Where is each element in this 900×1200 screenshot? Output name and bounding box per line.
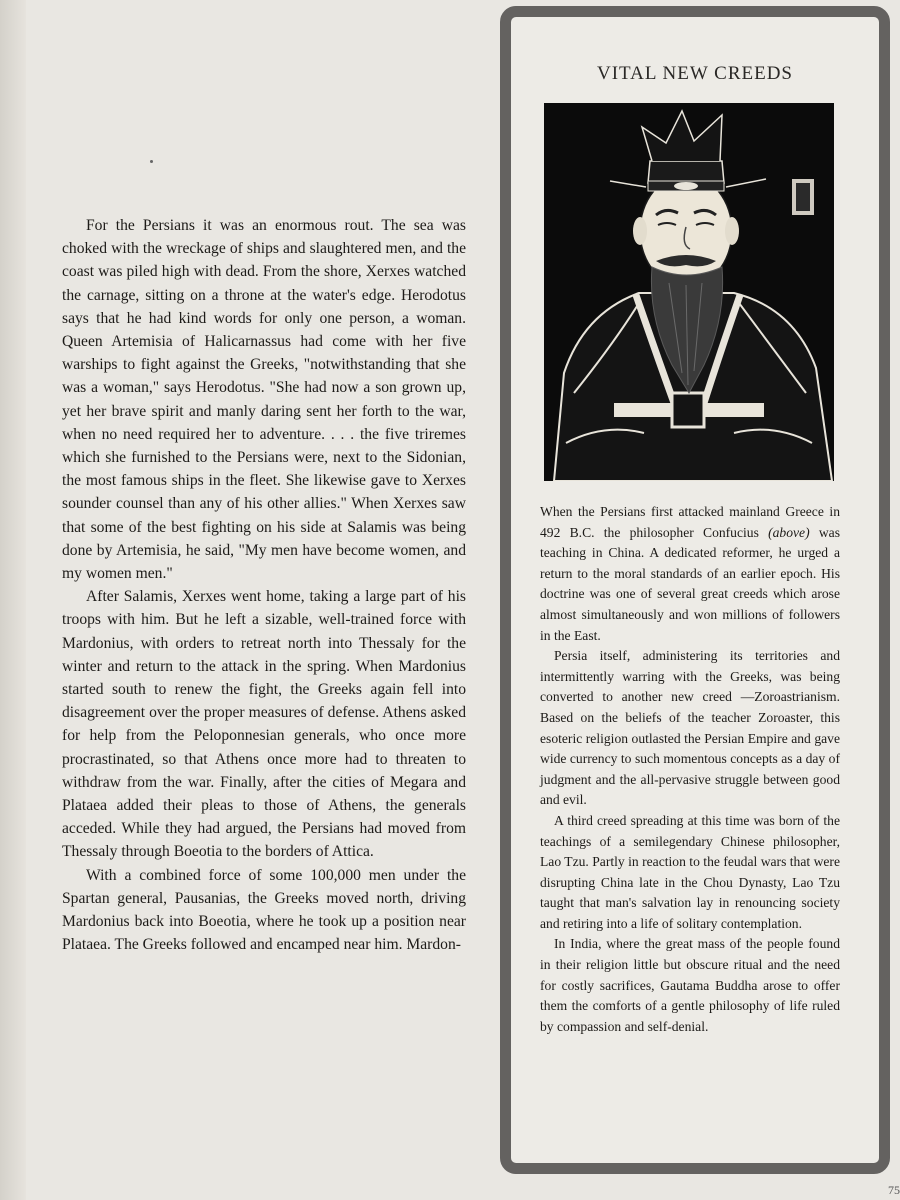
main-paragraph-1: For the Persians it was an enormous rout. The sea was choked with the wreckage of ships and slaughtered men, and the coast was piled high with dead. From the shore, Xerxes watched the carnage, sitting on a throne at the water's edge. Herodotus says that he had kind words for only one person, a woman. Queen Artemisia of Halicarnassus had come with her five warships to fight against the Greeks, "notwithstanding that she was a woman," says Herodotus. "She had now a son grown up, yet her brave spirit and manly daring sent her forth to the war, when no need required her to adventure. . . . the five triremes which she furnished to the Persians were, next to the Sidonian, the most famous ships in the fleet. She likewise gave to Xerxes sounder counsel than any of his other allies." When Xerxes saw that some of the best fighting on his side at Salamis was being done by Artemisia, he said, "My men have become women, and my women men.": [62, 217, 466, 583]
main-paragraph-3: With a combined force of some 100,000 men under the Spartan general, Pausanias, the Greeks moved north, driving Mardonius back into Boeotia, where he took up a position near Plataea. The Greeks followed and encamped near him. Mardon-: [62, 866, 466, 954]
facing-page-edge: [0, 0, 26, 1200]
sidebar-paragraph-1-italic: (above): [768, 524, 810, 540]
margin-mark: [150, 160, 153, 163]
sidebar-paragraph-3: A third creed spreading at this time was born of the teachings of a semilegendary Chinese philosopher, Lao Tzu. Partly in reaction to the feudal wars that were disrupting China late in the Chou Dynasty, Lao Tzu taught that man's salvation lay in renouncing society and retiring into a life of solitary contemplation.: [540, 812, 840, 931]
sidebar-paragraph-1: [540, 502, 840, 646]
sidebar-paragraph-1-end: was teaching in China. A dedicated reformer, he urged a return to the moral standards of an earlier epoch. His doctrine was one of several great creeds which arose almost simultaneously and won millions of followers in the East.: [540, 524, 840, 643]
sidebar-paragraph-4: In India, where the great mass of the people found in their religion little but obscure ritual and the need for costly sacrifices, Gautama Buddha arose to offer them the comforts of a gentle philosophy of life ruled by compassion and self-denial.: [540, 936, 840, 1034]
sidebar-paragraph-2: Persia itself, administering its territories and intermittently warring with the Greeks, was being converted to another new creed —Zoroastrianism. Based on the beliefs of the teacher Zoroaster, this esoteric religion outlasted the Persian Empire and gave wide currency to such momentous concepts as a day of judgment and the all-pervasive struggle between good and evil.: [540, 648, 840, 808]
sidebar-article: [540, 502, 840, 1037]
confucius-portrait-drawing: [544, 103, 834, 481]
main-text-column: [62, 214, 466, 957]
confucius-portrait: [544, 103, 834, 481]
sidebar-paragraph-1-start: When the Persians first attacked mainland Greece in 492 B.C. the philosopher Confucius: [540, 504, 840, 540]
page-number: 75: [888, 1183, 900, 1197]
sidebar-box: [500, 6, 890, 1174]
sidebar-title: VITAL NEW CREEDS: [596, 63, 794, 84]
main-paragraph-2: After Salamis, Xerxes went home, taking a large part of his troops with him. But he left a sizable, well-trained force with Mardonius, with orders to retreat north into Thessaly for the winter and return to the attack in the spring. When Mardonius started south to renew the fight, the Greeks again fell into disagreement over the proper measures of defense. Athens asked for help from the Peloponnesian generals, who once more procrastinated, so that Athens once more had to threaten to withdraw from the war. Finally, after the cities of Megara and Plataea added their pleas to those of Athens, the generals acceded. While they had argued, the Persians had moved from Thessaly through Boeotia to the borders of Attica.: [62, 588, 466, 861]
